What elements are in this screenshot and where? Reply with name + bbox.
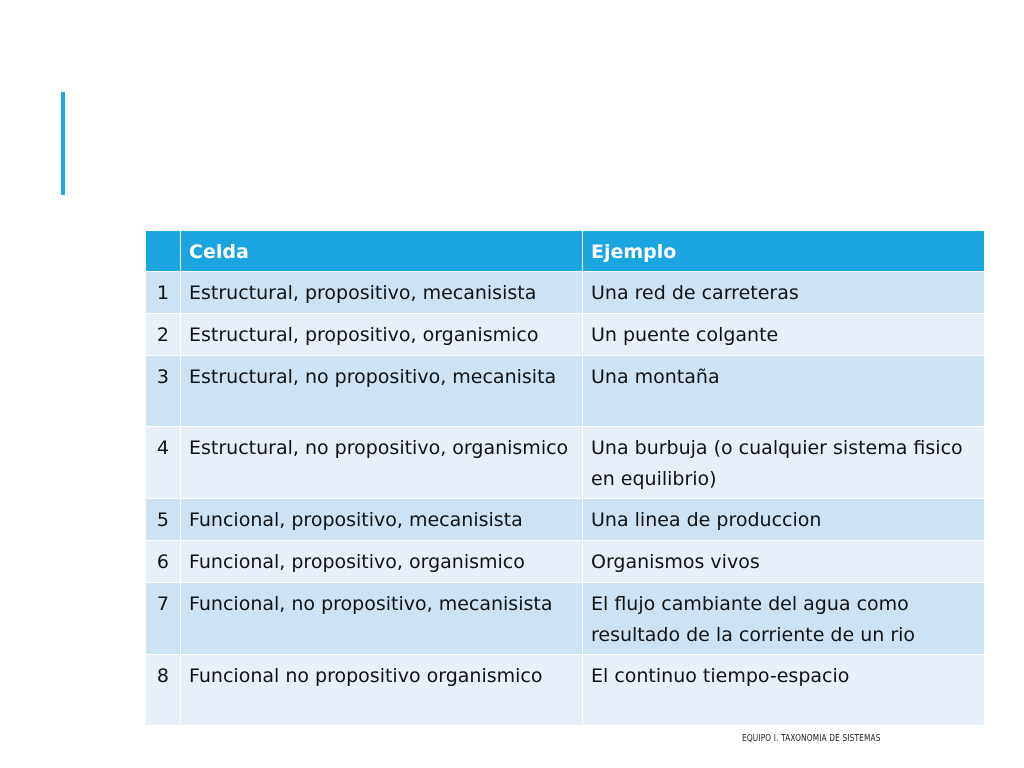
row-celda: Estructural, propositivo, mecanisista bbox=[181, 272, 583, 314]
row-number: 6 bbox=[146, 541, 181, 583]
row-ejemplo: Organismos vivos bbox=[583, 541, 985, 583]
row-number: 7 bbox=[146, 583, 181, 655]
row-number: 3 bbox=[146, 356, 181, 427]
table-row bbox=[146, 655, 985, 726]
table-header-row bbox=[146, 231, 985, 272]
row-ejemplo: El continuo tiempo-espacio bbox=[583, 655, 985, 726]
row-ejemplo: Una burbuja (o cualquier sistema fisico en equilibrio) bbox=[583, 427, 985, 499]
row-celda: Estructural, no propositivo, mecanisita bbox=[181, 356, 583, 427]
table-row bbox=[146, 583, 985, 655]
row-celda: Funcional, no propositivo, mecanisista bbox=[181, 583, 583, 655]
row-celda: Funcional, propositivo, mecanisista bbox=[181, 499, 583, 541]
table-row bbox=[146, 314, 985, 356]
row-celda: Estructural, propositivo, organismico bbox=[181, 314, 583, 356]
row-celda: Funcional no propositivo organismico bbox=[181, 655, 583, 726]
row-ejemplo: Un puente colgante bbox=[583, 314, 985, 356]
header-cell-number bbox=[146, 231, 181, 272]
table-row bbox=[146, 272, 985, 314]
row-number: 1 bbox=[146, 272, 181, 314]
header-cell-ejemplo: Ejemplo bbox=[583, 231, 985, 272]
title-accent-bar bbox=[61, 92, 65, 195]
row-number: 4 bbox=[146, 427, 181, 499]
table-row bbox=[146, 356, 985, 427]
footer-note: EQUIPO I. TAXONOMIA DE SISTEMAS bbox=[742, 733, 881, 744]
row-celda: Funcional, propositivo, organismico bbox=[181, 541, 583, 583]
table-row bbox=[146, 499, 985, 541]
header-cell-celda: Celda bbox=[181, 231, 583, 272]
row-ejemplo: Una linea de produccion bbox=[583, 499, 985, 541]
row-ejemplo: Una montaña bbox=[583, 356, 985, 427]
row-celda: Estructural, no propositivo, organismico bbox=[181, 427, 583, 499]
taxonomy-table bbox=[145, 230, 985, 726]
table-row bbox=[146, 541, 985, 583]
row-ejemplo: Una red de carreteras bbox=[583, 272, 985, 314]
table-row bbox=[146, 427, 985, 499]
row-number: 5 bbox=[146, 499, 181, 541]
row-number: 2 bbox=[146, 314, 181, 356]
row-number: 8 bbox=[146, 655, 181, 726]
row-ejemplo: El flujo cambiante del agua como resultado de la corriente de un rio bbox=[583, 583, 985, 655]
